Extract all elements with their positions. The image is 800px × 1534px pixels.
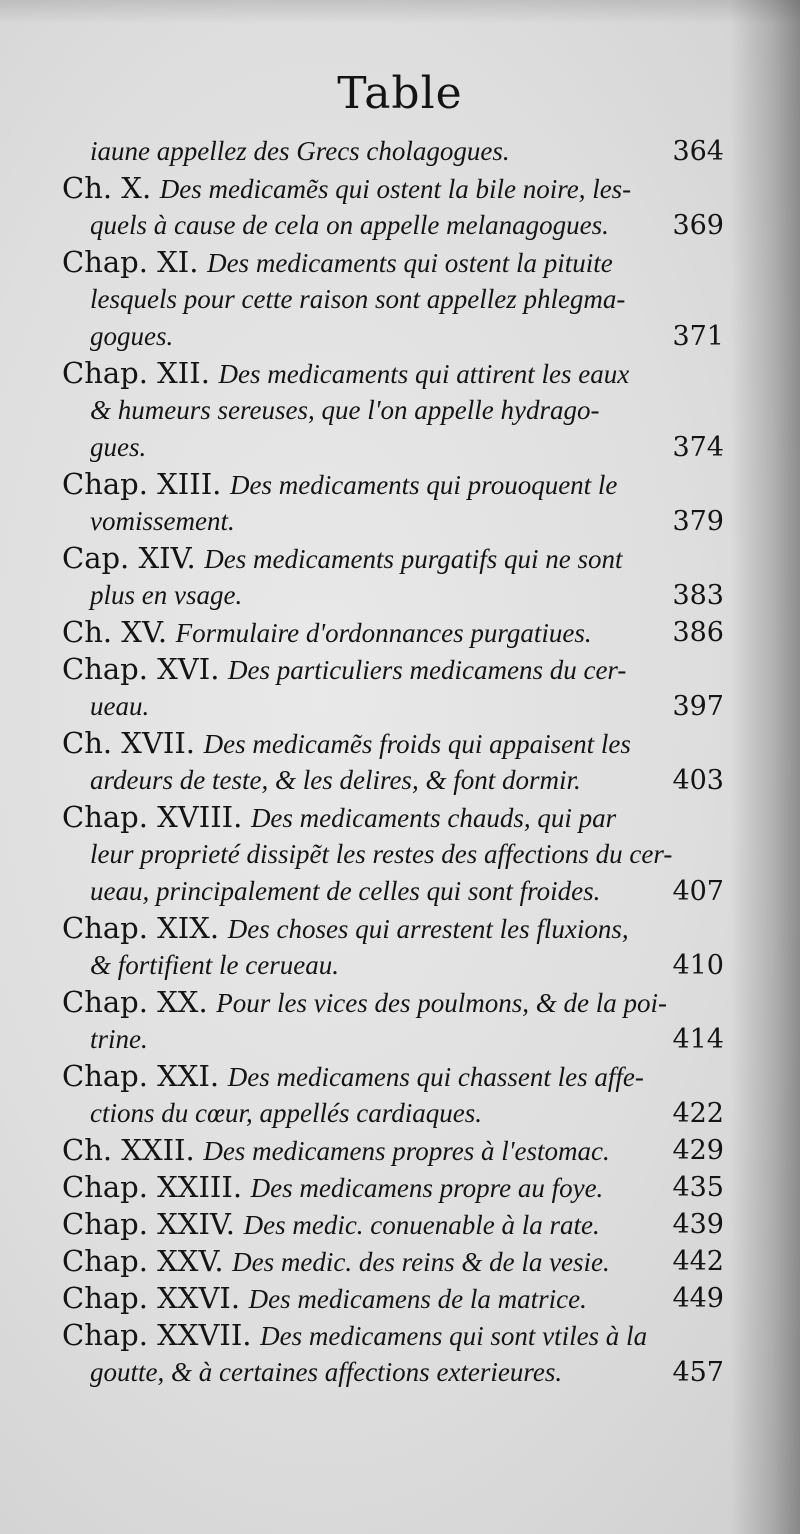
- toc-entry-line: [62, 1095, 724, 1132]
- toc-entry: [62, 170, 724, 244]
- toc-entry-line: [62, 762, 724, 799]
- chapter-label: Ch. XXII.: [62, 1133, 195, 1167]
- toc-entry-line: [62, 1206, 724, 1243]
- chapter-title-text: gues.: [90, 432, 147, 462]
- chapter-title-text: vomissement.: [90, 506, 235, 536]
- page-number: 383: [672, 580, 724, 611]
- chapter-label: Chap. XXIV.: [62, 1207, 235, 1241]
- chapter-title-text: gogues.: [90, 321, 174, 351]
- toc-entry-line: [62, 281, 724, 318]
- chapter-label: Chap. XII.: [62, 356, 210, 390]
- chapter-title-text: Formulaire d'ordonnances purgatiues.: [175, 618, 592, 648]
- toc-entry-line: [62, 1132, 724, 1169]
- toc-entry: [62, 1206, 724, 1243]
- chapter-title-text: Des medicaments purgatifs qui ne sont: [204, 544, 623, 574]
- chapter-title-text: ueau, principalement de celles qui sont froides.: [90, 876, 601, 906]
- chapter-title-text: Pour les vices des poulmons, & de la poi-: [216, 988, 667, 1018]
- toc-entry-line: [62, 244, 724, 281]
- page-number: 397: [672, 691, 724, 722]
- toc-entry-line: [62, 651, 724, 688]
- page-number: 403: [672, 765, 724, 796]
- chapter-title-text: ctions du cœur, appellés cardiaques.: [90, 1098, 482, 1128]
- page-number: 422: [672, 1098, 724, 1129]
- chapter-label: Chap. XVIII.: [62, 800, 243, 834]
- table-of-contents: [62, 133, 724, 1391]
- toc-entry: [62, 244, 724, 355]
- toc-entry: [62, 910, 724, 984]
- toc-entry-line: [62, 947, 724, 984]
- chapter-label: Chap. XXIII.: [62, 1170, 243, 1204]
- chapter-label: Chap. XIX.: [62, 911, 220, 945]
- chapter-title-text: ardeurs de teste, & les delires, & font dormir.: [90, 765, 581, 795]
- page-number: 439: [672, 1209, 724, 1240]
- chapter-title-text: & humeurs sereuses, que l'on appelle hydrago-: [90, 395, 600, 425]
- page-number: 442: [672, 1246, 724, 1277]
- toc-entry: [62, 355, 724, 466]
- page-number: 374: [672, 432, 724, 463]
- chapter-title-text: lesquels pour cette raison sont appellez phlegma-: [90, 284, 626, 314]
- toc-entry: [62, 1132, 724, 1169]
- chapter-title-text: & fortifient le cerueau.: [90, 950, 339, 980]
- page-number: 429: [672, 1135, 724, 1166]
- toc-entry-line: [62, 170, 724, 207]
- toc-entry-line: [62, 1058, 724, 1095]
- toc-entry: [62, 1058, 724, 1132]
- chapter-title-text: Des particuliers medicamens du cer-: [228, 655, 627, 685]
- chapter-label: Chap. XXVII.: [62, 1318, 252, 1352]
- toc-entry: [62, 540, 724, 614]
- toc-entry-line: [62, 984, 724, 1021]
- chapter-label: Chap. XI.: [62, 245, 199, 279]
- chapter-title-text: Des medicaments qui ostent la pituite: [207, 248, 613, 278]
- toc-entry-line: [62, 1169, 724, 1206]
- chapter-title-text: leur proprieté dissipẽt les restes des affections du cer-: [90, 839, 673, 869]
- toc-entry: [62, 799, 724, 910]
- chapter-title-text: Des medicamẽs froids qui appaisent les: [203, 729, 631, 759]
- toc-entry: [62, 725, 724, 799]
- toc-entry-line: [62, 133, 724, 170]
- page-number: 369: [672, 210, 724, 241]
- chapter-label: Chap. XIII.: [62, 467, 222, 501]
- chapter-title-text: Des medicamens qui chassent les affe-: [227, 1062, 644, 1092]
- chapter-label: Chap. XVI.: [62, 652, 220, 686]
- chapter-title-text: ueau.: [90, 691, 150, 721]
- chapter-title-text: trine.: [90, 1024, 148, 1054]
- toc-entry-line: [62, 1280, 724, 1317]
- chapter-label: Ch. XVII.: [62, 726, 196, 760]
- toc-entry-line: [62, 577, 724, 614]
- toc-entry-line: [62, 910, 724, 947]
- chapter-title-text: quels à cause de cela on appelle melanagogues.: [90, 210, 609, 240]
- toc-entry: [62, 1243, 724, 1280]
- toc-entry-line: [62, 318, 724, 355]
- chapter-title-text: goutte, & à certaines affections exterieures.: [90, 1357, 563, 1387]
- page-number: 435: [672, 1172, 724, 1203]
- chapter-title-text: Des medic. conuenable à la rate.: [243, 1210, 600, 1240]
- page-number: 410: [672, 950, 724, 981]
- toc-entry-line: [62, 614, 724, 651]
- chapter-label: Chap. XXI.: [62, 1059, 220, 1093]
- toc-entry-line: [62, 688, 724, 725]
- chapter-title-text: Des medicaments qui attirent les eaux: [218, 359, 630, 389]
- toc-entry: [62, 1317, 724, 1391]
- chapter-title-text: Des choses qui arrestent les fluxions,: [227, 914, 629, 944]
- toc-entry: [62, 133, 724, 170]
- chapter-title-text: Des medicamens qui sont vtiles à la: [260, 1321, 648, 1351]
- toc-entry-line: [62, 873, 724, 910]
- toc-entry-line: [62, 836, 724, 873]
- chapter-title-text: Des medicamens propres à l'estomac.: [203, 1136, 610, 1166]
- running-title: Table: [337, 68, 463, 119]
- toc-entry-line: [62, 503, 724, 540]
- chapter-label: Chap. XXVI.: [62, 1281, 241, 1315]
- toc-entry: [62, 984, 724, 1058]
- page-number: 364: [672, 136, 724, 167]
- toc-entry-line: [62, 1243, 724, 1280]
- chapter-title-text: Des medic. des reins & de la vesie.: [232, 1247, 610, 1277]
- toc-entry-line: [62, 1317, 724, 1354]
- chapter-label: Chap. XX.: [62, 985, 208, 1019]
- toc-entry-line: [62, 466, 724, 503]
- page-number: 449: [672, 1283, 724, 1314]
- toc-entry: [62, 614, 724, 651]
- chapter-title-text: Des medicamẽs qui ostent la bile noire, les-: [159, 174, 632, 204]
- page-number: 371: [672, 321, 724, 352]
- chapter-title-text: Des medicaments chauds, qui par: [250, 803, 617, 833]
- toc-entry: [62, 1280, 724, 1317]
- toc-entry-line: [62, 1021, 724, 1058]
- toc-entry: [62, 1169, 724, 1206]
- toc-entry-line: [62, 429, 724, 466]
- chapter-label: Ch. X.: [62, 171, 152, 205]
- toc-entry-line: [62, 392, 724, 429]
- toc-entry: [62, 651, 724, 725]
- toc-entry-line: [62, 207, 724, 244]
- chapter-title-text: Des medicamens propre au foye.: [250, 1173, 604, 1203]
- chapter-title-text: iaune appellez des Grecs cholagogues.: [90, 136, 510, 166]
- toc-entry-line: [62, 799, 724, 836]
- page-number: 414: [672, 1024, 724, 1055]
- chapter-title-text: plus en vsage.: [90, 580, 243, 610]
- page-number: 386: [672, 617, 724, 648]
- page-number: 379: [672, 506, 724, 537]
- chapter-label: Cap. XIV.: [62, 541, 196, 575]
- toc-entry-line: [62, 725, 724, 762]
- toc-entry: [62, 466, 724, 540]
- page-number: 457: [672, 1357, 724, 1388]
- chapter-title-text: Des medicaments qui prouoquent le: [229, 470, 618, 500]
- page-number: 407: [672, 876, 724, 907]
- chapter-label: Chap. XXV.: [62, 1244, 224, 1278]
- toc-entry-line: [62, 540, 724, 577]
- toc-entry-line: [62, 355, 724, 392]
- chapter-label: Ch. XV.: [62, 615, 168, 649]
- chapter-title-text: Des medicamens de la matrice.: [248, 1284, 587, 1314]
- toc-entry-line: [62, 1354, 724, 1391]
